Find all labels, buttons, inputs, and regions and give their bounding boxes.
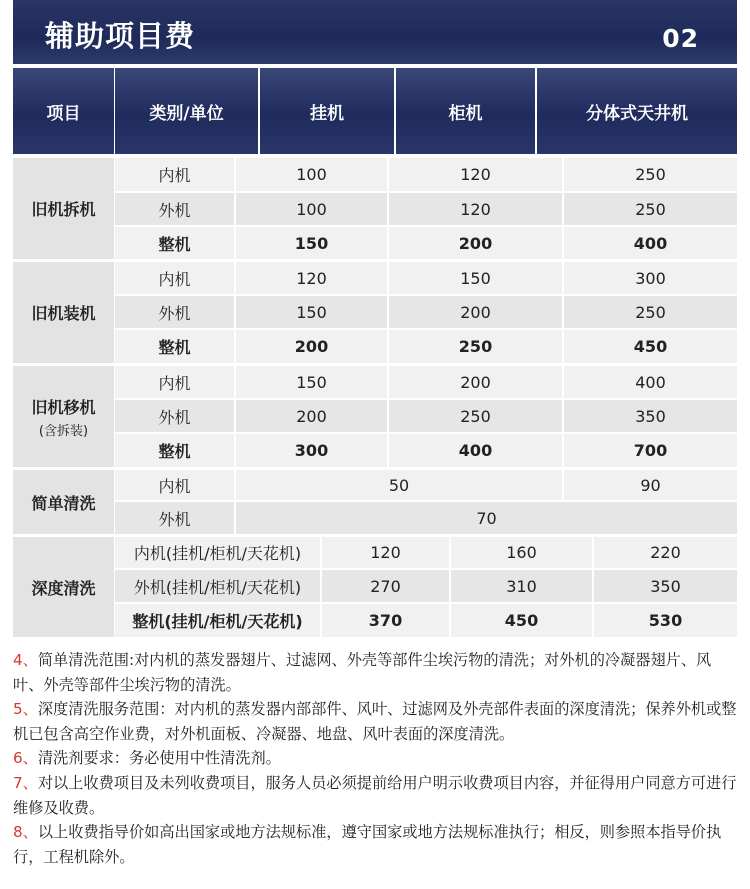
note-item xyxy=(13,771,741,820)
note-item xyxy=(13,820,741,869)
note-text: 对以上收费项目及未列收费项目，服务人员必须提前给用户明示收费项目内容，并征得用户同意方可进行维修及收费。 xyxy=(13,773,737,817)
group-label-install xyxy=(13,262,114,363)
column-header-unit: 类别/单位 xyxy=(115,68,258,154)
unit-cell: 外机 xyxy=(115,296,234,328)
column-header-ceiling: 分体式天井机 xyxy=(537,68,737,154)
page-header xyxy=(13,0,737,66)
note-number: 8、 xyxy=(13,823,38,842)
price-cell-cabinet: 250 xyxy=(389,400,562,432)
price-cell-wall: 370 xyxy=(322,604,449,637)
column-header-item: 项目 xyxy=(13,68,114,154)
unit-cell: 外机(挂机/柜机/天花机) xyxy=(115,570,320,602)
group-label-move xyxy=(13,366,114,467)
group-label-move-sub: (含拆装) xyxy=(38,423,89,439)
unit-cell: 内机 xyxy=(115,262,234,294)
price-cell-cabinet: 310 xyxy=(451,570,592,602)
unit-cell: 内机 xyxy=(115,366,234,398)
price-cell-all: 70 xyxy=(236,502,737,534)
price-cell-ceiling: 700 xyxy=(564,434,737,467)
price-cell-wall: 100 xyxy=(236,193,387,225)
note-item xyxy=(13,697,741,746)
price-cell-cabinet: 120 xyxy=(389,158,562,191)
column-header-cabinet: 柜机 xyxy=(396,68,535,154)
note-number: 5、 xyxy=(13,700,38,719)
unit-cell: 外机 xyxy=(115,502,234,534)
price-cell-wall: 120 xyxy=(236,262,387,294)
price-cell-wall: 120 xyxy=(322,537,449,568)
price-cell-cabinet: 250 xyxy=(389,330,562,363)
note-text: 深度清洗服务范围：对内机的蒸发器内部部件、风叶、过滤网及外壳部件表面的深度清洗；保养外机或整机已包含高空作业费，对外机面板、冷凝器、地盘、风叶表面的深度清洗。 xyxy=(13,700,737,743)
price-cell-ceiling: 300 xyxy=(564,262,737,294)
price-cell-wall: 150 xyxy=(236,366,387,398)
price-cell-ceiling: 250 xyxy=(564,193,737,225)
price-cell-wall: 200 xyxy=(236,330,387,363)
price-cell-cabinet: 450 xyxy=(451,604,592,637)
price-cell-cabinet: 120 xyxy=(389,193,562,225)
group-label-install-text: 旧机装机 xyxy=(31,304,96,323)
price-cell-cabinet: 400 xyxy=(389,434,562,467)
price-cell-cabinet: 150 xyxy=(389,262,562,294)
unit-cell: 整机 xyxy=(115,330,234,363)
unit-cell: 内机(挂机/柜机/天花机) xyxy=(115,537,320,568)
price-cell-cabinet: 200 xyxy=(389,366,562,398)
note-text: 以上收费指导价如高出国家或地方法规标准，遵守国家或地方法规标准执行；相反，则参照本指导价执行，工程机除外。 xyxy=(13,823,722,866)
price-cell-ceiling: 250 xyxy=(564,296,737,328)
note-item xyxy=(13,648,741,697)
price-cell-ceiling: 450 xyxy=(564,330,737,363)
note-number: 4、 xyxy=(13,651,38,669)
group-label-remove xyxy=(13,158,114,259)
group-label-simple-clean-text: 简单清洗 xyxy=(31,493,96,513)
note-number: 6、 xyxy=(13,749,38,768)
price-cell-wall-cabinet: 50 xyxy=(236,470,562,500)
unit-cell: 外机 xyxy=(115,193,234,225)
price-cell-ceiling: 250 xyxy=(564,158,737,191)
group-label-move-text: 旧机移机 xyxy=(31,397,96,417)
price-cell-wall: 150 xyxy=(236,296,387,328)
note-item xyxy=(13,746,741,771)
group-label-deep-clean-text: 深度清洗 xyxy=(31,578,96,598)
price-cell-ceiling: 400 xyxy=(564,227,737,259)
unit-cell: 内机 xyxy=(115,158,234,191)
price-cell-cabinet: 200 xyxy=(389,296,562,328)
group-label-simple-clean xyxy=(13,470,114,534)
price-cell-wall: 150 xyxy=(236,227,387,259)
group-label-remove-text: 旧机拆机 xyxy=(31,200,96,219)
note-text: 清洗剂要求：务必使用中性清洗剂。 xyxy=(37,749,281,768)
price-cell-ceiling: 350 xyxy=(564,400,737,432)
unit-cell: 外机 xyxy=(115,400,234,432)
price-cell-wall: 200 xyxy=(236,400,387,432)
group-label-deep-clean xyxy=(13,537,114,637)
unit-cell: 整机 xyxy=(115,434,234,467)
column-header-wall: 挂机 xyxy=(260,68,394,154)
price-cell-ceiling: 220 xyxy=(594,537,737,568)
price-cell-cabinet: 200 xyxy=(389,227,562,259)
page-number: 02 xyxy=(662,24,699,53)
notes-section xyxy=(13,648,741,869)
price-cell-ceiling: 530 xyxy=(594,604,737,637)
unit-cell: 内机 xyxy=(115,470,234,500)
price-cell-ceiling: 400 xyxy=(564,366,737,398)
page-title: 辅助项目费 xyxy=(45,19,196,53)
price-cell-wall: 300 xyxy=(236,434,387,467)
price-cell-ceiling: 90 xyxy=(564,470,737,500)
note-text: 简单清洗范围:对内机的蒸发器翅片、过滤网、外壳等部件尘埃污物的清洗；对外机的冷凝器翅片、风叶、外壳等部件尘埃污物的清洗。 xyxy=(13,651,712,694)
price-cell-wall: 100 xyxy=(236,158,387,191)
unit-cell: 整机(挂机/柜机/天花机) xyxy=(115,604,320,637)
price-cell-ceiling: 350 xyxy=(594,570,737,602)
unit-cell: 整机 xyxy=(115,227,234,259)
note-number: 7、 xyxy=(13,773,38,792)
price-cell-wall: 270 xyxy=(322,570,449,602)
price-cell-cabinet: 160 xyxy=(451,537,592,568)
